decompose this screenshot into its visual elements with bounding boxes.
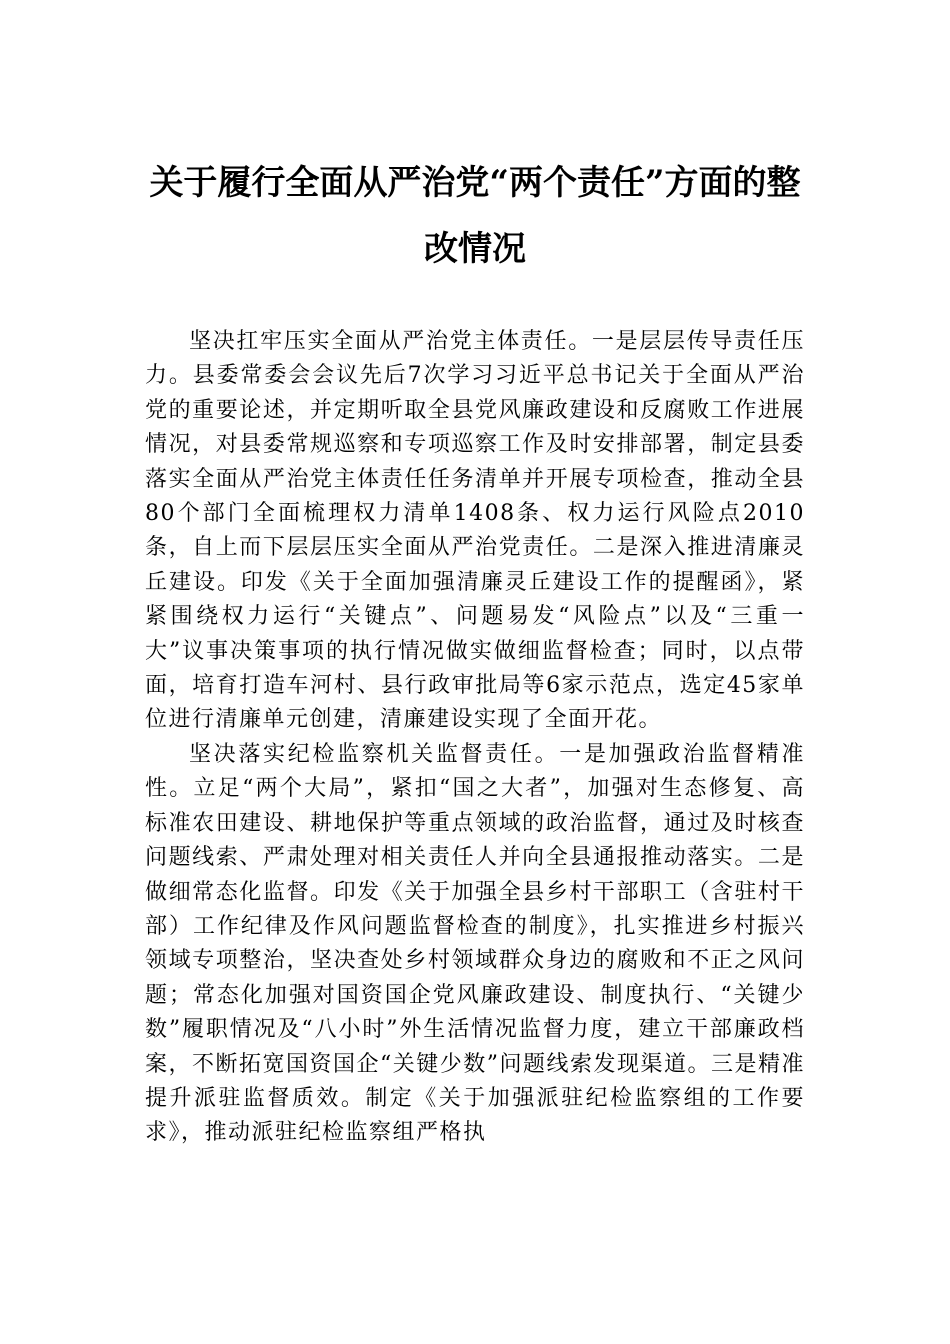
paragraph-main-responsibility: 坚决扛牢压实全面从严治党主体责任。一是层层传导责任压力。县委常委会会议先后7次学习习近平总书记关于全面从严治党的重要论述，并定期听取全县党风廉政建设和反腐败工作进展情况，对县委常规巡察和专项巡察工作及时安排部署，制定县委落实全面从严治党主体责任任务清单并开展专项检查，推动全县80个部门全面梳理权力清单1408条、权力运行风险点2010条，自上而下层层压实全面从严治党责任。二是深入推进清廉灵丘建设。印发《关于全面加强清廉灵丘建设工作的提醒函》，紧紧围绕权力运行“关键点”、问题易发“风险点”以及“三重一大”议事决策事项的执行情况做实做细监督检查；同时，以点带面，培育打造车河村、县行政审批局等6家示范点，选定45家单位进行清廉单元创建，清廉建设实现了全面开花。 [145,329,805,733]
paragraph-supervision-responsibility: 坚决落实纪检监察机关监督责任。一是加强政治监督精准性。立足“两个大局”，紧扣“国之大者”，加强对生态修复、高标准农田建设、耕地保护等重点领域的政治监督，通过及时核查问题线索、严肃处理对相关责任人并向全县通报推动落实。二是做细常态化监督。印发《关于加强全县乡村干部职工（含驻村干部）工作纪律及作风问题监督检查的制度》，扎实推进乡村振兴领域专项整治，坚决查处乡村领域群众身边的腐败和不正之风问题；常态化加强对国资国企党风廉政建设、制度执行、“关键少数”履职情况及“八小时”外生活情况监督力度，建立干部廉政档案，不断拓宽国资国企“关键少数”问题线索发现渠道。三是精准提升派驻监督质效。制定《关于加强派驻纪检监察组的工作要求》，推动派驻纪检监察组严格执 [145,741,805,1146]
document-title: 关于履行全面从严治党“两个责任”方面的整改情况 [149,163,801,269]
document-body [145,325,805,1151]
